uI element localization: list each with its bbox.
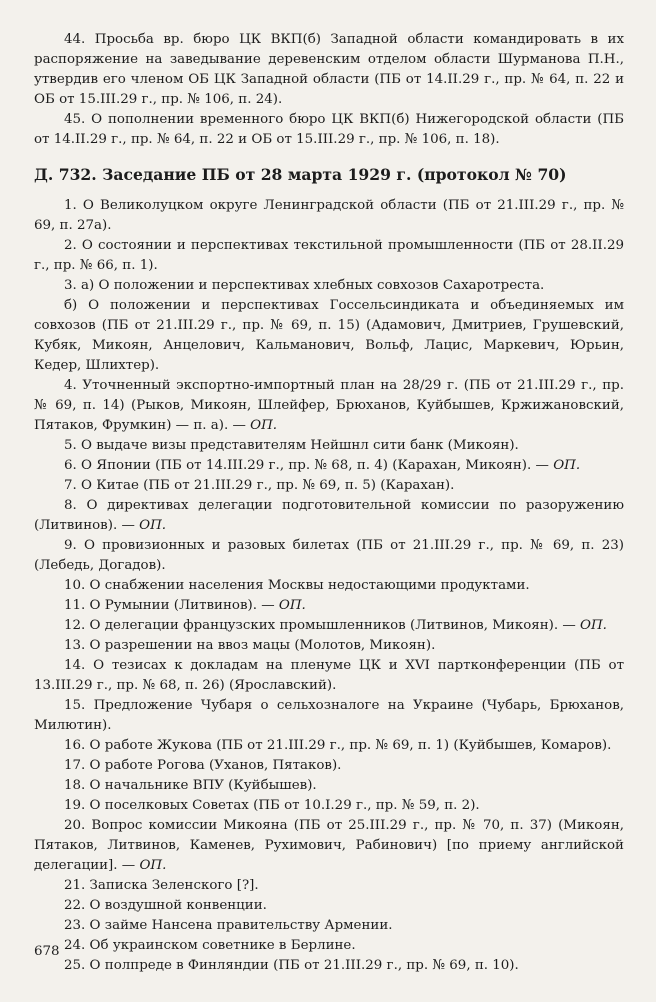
agenda-item-14: 14. О тезисах к докладам на пленуме ЦК и XVI партконференции (ПБ от 13.III.29 г., пр. № 68, п. 26) (Ярославский). <box>34 658 624 693</box>
agenda-item-19: 19. О поселковых Советах (ПБ от 10.I.29 г., пр. № 59, п. 2). <box>64 798 480 813</box>
agenda-item-16: 16. О работе Жукова (ПБ от 21.III.29 г., пр. № 69, п. 1) (Куйбышев, Комаров). <box>64 738 612 753</box>
agenda-item-3b: б) О положении и перспективах Госсельсиндиката и объединяемых им совхозов (ПБ от 21.III.29 г., пр. № 69, п. 15) (Адамович, Дмитриев, Грушевский, Кубяк, Микоян, Анцелович, Кальманович, Вольф, Лацис, Маркевич, Юрьин, Кедер, Шлихтер). <box>34 298 624 373</box>
agenda-item-15: 15. Предложение Чубаря о сельхозналоге на Украине (Чубарь, Брюханов, Милютин). <box>34 698 624 733</box>
agenda-item-11: 11. О Румынии (Литвинов). — ОП. <box>64 598 306 613</box>
special-folder-mark: ОП. <box>278 598 306 613</box>
agenda-item-3a: 3. а) О положении и перспективах хлебных совхозов Сахаротреста. <box>64 278 545 293</box>
special-folder-mark: ОП. <box>580 618 607 633</box>
agenda-item-8: 8. О директивах делегации подготовительной комиссии по разоружению (Литвинов). — ОП. <box>34 498 624 533</box>
agenda-item-24: 24. Об украинском советнике в Берлине. <box>64 938 356 953</box>
section-heading: Д. 732. Заседание ПБ от 28 марта 1929 г. (протокол № 70) <box>34 165 567 184</box>
agenda-item-7: 7. О Китае (ПБ от 21.III.29 г., пр. № 69, п. 5) (Карахан). <box>64 478 455 493</box>
items-top <box>34 30 624 150</box>
agenda-item-23: 23. О займе Нансена правительству Армении. <box>64 918 393 933</box>
agenda-item-45: 45. О пополнении временного бюро ЦК ВКП(б) Нижегородской области (ПБ от 14.II.29 г., пр. № 64, п. 22 и ОБ от 15.III.29 г., пр. № 106, п. 18). <box>34 112 624 147</box>
agenda-item-25: 25. О полпреде в Финляндии (ПБ от 21.III.29 г., пр. № 69, п. 10). <box>64 958 519 973</box>
agenda-item-9: 9. О провизионных и разовых билетах (ПБ от 21.III.29 г., пр. № 69, п. 23) (Лебедь, Догадов). <box>34 538 624 573</box>
special-folder-mark: ОП. <box>139 858 167 873</box>
page-number: 678 <box>34 944 60 959</box>
agenda-item-4: 4. Уточненный экспортно-импортный план на 28/29 г. (ПБ от 21.III.29 г., пр. № 69, п. 14) (Рыков, Микоян, Шлейфер, Брюханов, Куйбышев, Кржижановский, Пятаков, Фрумкин) — п. а). — ОП. <box>34 378 624 433</box>
agenda-item-17: 17. О работе Рогова (Уханов, Пятаков). <box>64 758 342 773</box>
special-folder-mark: ОП. <box>250 418 278 433</box>
agenda-list <box>34 196 624 976</box>
special-folder-mark: ОП. <box>139 518 167 533</box>
agenda-item-1: 1. О Великолуцком округе Ленинградской области (ПБ от 21.III.29 г., пр. № 69, п. 27а). <box>34 198 624 233</box>
special-folder-mark: ОП. <box>553 458 581 473</box>
agenda-item-12: 12. О делегации французских промышленников (Литвинов, Микоян). — ОП. <box>64 618 607 633</box>
agenda-item-10: 10. О снабжении населения Москвы недостающими продуктами. <box>64 578 530 593</box>
agenda-item-18: 18. О начальнике ВПУ (Куйбышев). <box>64 778 317 793</box>
agenda-item-20: 20. Вопрос комиссии Микояна (ПБ от 25.III.29 г., пр. № 70, п. 37) (Микоян, Пятаков, Литвинов, Каменев, Рухимович, Рабинович) [по приему английской делегации]. — ОП. <box>34 818 624 873</box>
agenda-item-5: 5. О выдаче визы представителям Нейшнл сити банк (Микоян). <box>64 438 519 453</box>
agenda-item-22: 22. О воздушной конвенции. <box>64 898 267 913</box>
agenda-item-13: 13. О разрешении на ввоз мацы (Молотов, Микоян). <box>64 638 436 653</box>
agenda-item-6: 6. О Японии (ПБ от 14.III.29 г., пр. № 68, п. 4) (Карахан, Микоян). — ОП. <box>64 458 581 473</box>
agenda-item-44: 44. Просьба вр. бюро ЦК ВКП(б) Западной области командировать в их распоряжение на заведывание деревенским отделом области Шурманова П.Н., утвердив его членом ОБ ЦК Западной области (ПБ от 14.II.29 г., пр. № 64, п. 22 и ОБ от 15.III.29 г., пр. № 106, п. 24). <box>34 32 624 107</box>
agenda-item-21: 21. Записка Зеленского [?]. <box>64 878 259 893</box>
agenda-item-2: 2. О состоянии и перспективах текстильной промышленности (ПБ от 28.II.29 г., пр. № 66, п. 1). <box>34 238 624 273</box>
